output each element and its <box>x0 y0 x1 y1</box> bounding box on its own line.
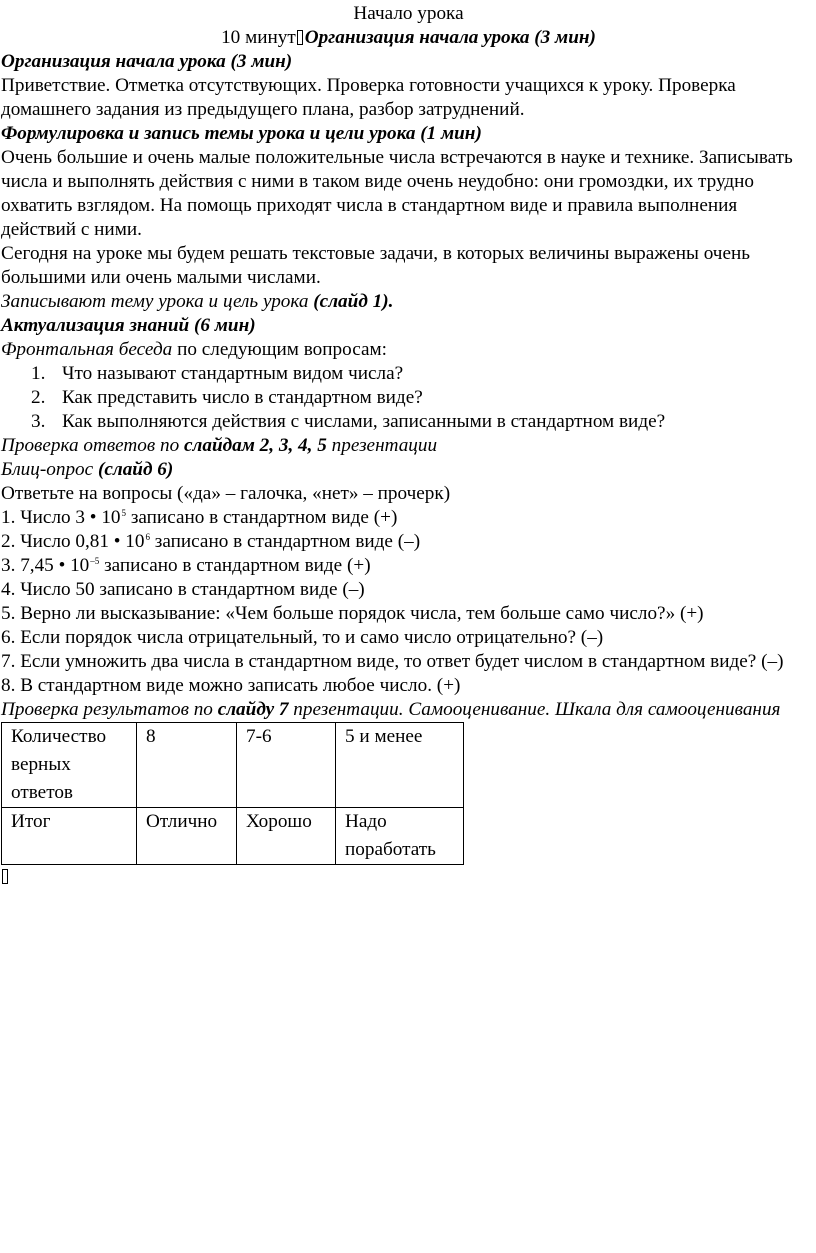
lesson-subtitle: Организация начала урока (3 мин) <box>304 27 596 48</box>
lesson-time: 10 минут <box>221 27 296 48</box>
document-page <box>0 2 816 889</box>
blitz-item-3: 3. 7,45 • $10^{-5}$ записано в стандартном виде (+) <box>1 555 371 576</box>
table-cell: 7-6 <box>237 723 336 808</box>
theme-paragraph-2: Сегодня на уроке мы будем решать текстовые задачи, в которых величины выражены очень большими или очень малыми числами. <box>1 243 750 288</box>
blitz-instruction: Ответьте на вопросы («да» – галочка, «нет» – прочерк) <box>1 483 451 504</box>
trailing-glyph-line <box>0 865 816 889</box>
lesson-time-line <box>0 26 816 50</box>
actual-intro: Фронтальная беседа по следующим вопросам: <box>1 339 387 360</box>
actual-heading: Актуализация знаний (6 мин) <box>1 315 256 336</box>
blitz-title: Блиц-опрос (слайд 6) <box>1 459 174 480</box>
missing-glyph-icon <box>297 30 303 45</box>
question-list <box>0 362 816 434</box>
theme-paragraph-1: Очень большие и очень малые положительные числа встречаются в науке и технике. Записывать числа и выполнять действия с ними в таком виде очень неудобно: они громоздки, их трудно охватить взглядом. На помощь приходят числа в стандартном виде и правила выполнения действий с ними. <box>1 147 793 240</box>
theme-note: Записывают тему урока и цель урока (слайд 1). <box>1 291 394 312</box>
table-cell: Количество верных ответов <box>2 723 137 808</box>
blitz-item-6: 6. Если порядок числа отрицательный, то и само число отрицательно? (–) <box>1 627 604 648</box>
blitz-item-8: 8. В стандартном виде можно записать любое число. (+) <box>1 675 461 696</box>
table-cell: Отлично <box>137 808 237 865</box>
list-item: 1. Что называют стандартным видом числа? <box>31 363 404 384</box>
org-text: Приветствие. Отметка отсутствующих. Проверка готовности учащихся к уроку. Проверка домашнего задания из предыдущего плана, разбор затруднений. <box>1 75 736 120</box>
results-check: Проверка результатов по слайду 7 презентации. Самооценивание. Шкала для самооценивания <box>1 699 781 720</box>
list-item: 3. Как выполняются действия с числами, записанными в стандартном виде? <box>31 411 666 432</box>
missing-glyph-icon <box>2 869 8 884</box>
table-cell: Хорошо <box>237 808 336 865</box>
blitz-item-7: 7. Если умножить два числа в стандартном виде, то ответ будет числом в стандартном виде? (–) <box>1 651 784 672</box>
table-cell: Надо поработать <box>336 808 464 865</box>
theme-heading: Формулировка и запись темы урока и цели урока (1 мин) <box>1 123 482 144</box>
blitz-item-1: 1. Число 3 • $10^5$ записано в стандартном виде (+) <box>1 507 398 528</box>
table-cell: Итог <box>2 808 137 865</box>
table-row <box>2 723 464 808</box>
lesson-title: Начало урока <box>353 3 464 24</box>
org-heading: Организация начала урока (3 мин) <box>1 51 293 72</box>
blitz-item-5: 5. Верно ли высказывание: «Чем больше порядок числа, тем больше само число?» (+) <box>1 603 704 624</box>
self-assessment-table <box>1 722 464 865</box>
table-row <box>2 808 464 865</box>
blitz-item-4: 4. Число 50 записано в стандартном виде (–) <box>1 579 365 600</box>
table-cell: 5 и менее <box>336 723 464 808</box>
list-item: 2. Как представить число в стандартном виде? <box>31 387 423 408</box>
blitz-item-2: 2. Число 0,81 • $10^6$ записано в стандартном виде (–) <box>1 531 421 552</box>
table-cell: 8 <box>137 723 237 808</box>
answers-check: Проверка ответов по слайдам 2, 3, 4, 5 презентации <box>1 435 438 456</box>
